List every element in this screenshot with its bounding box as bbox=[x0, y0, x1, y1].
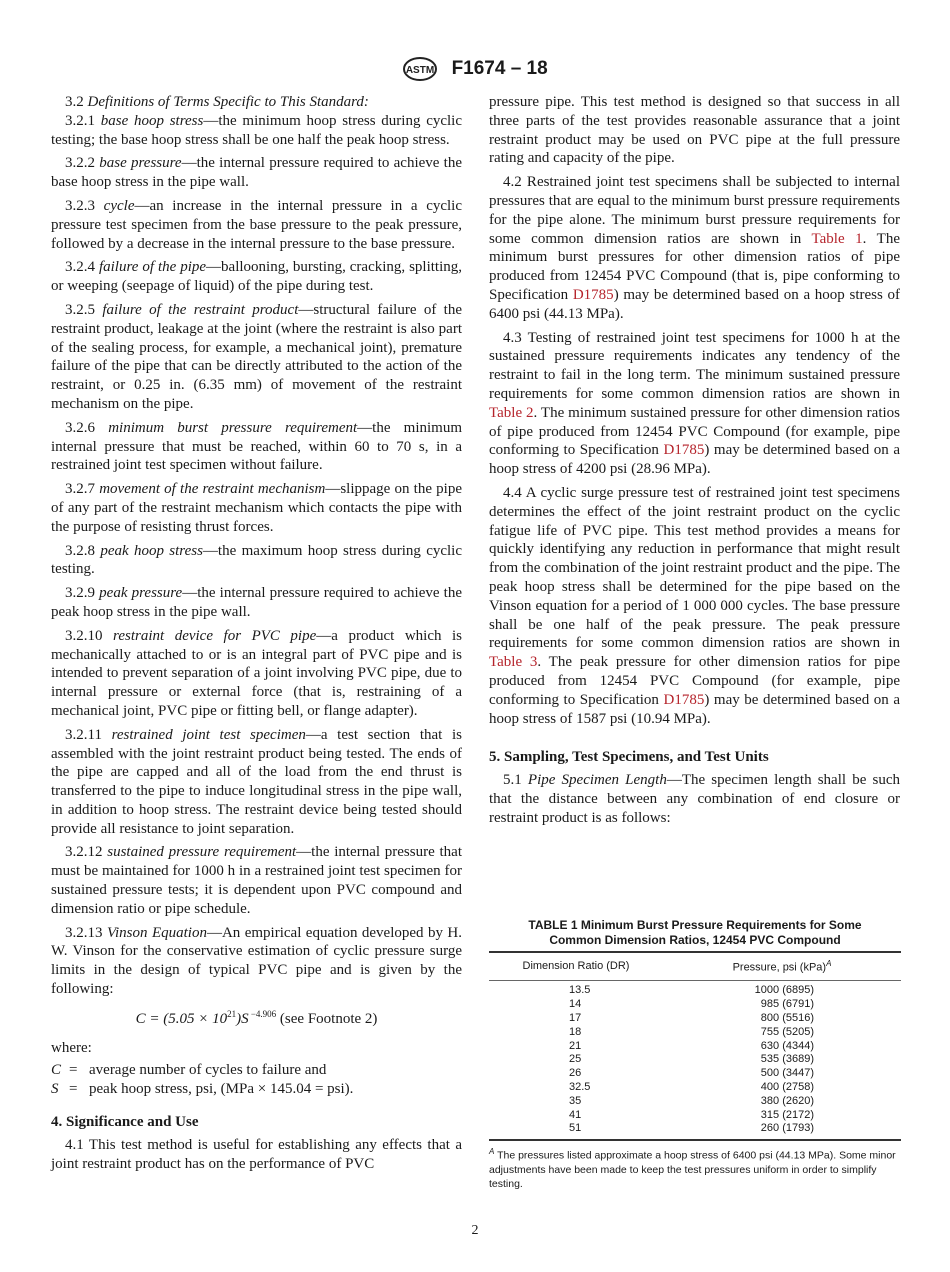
table-1 bbox=[489, 918, 901, 1191]
text-segment: —the internal pressure required to achieve the base hoop stress in the pipe wall. bbox=[51, 155, 463, 191]
text-segment: —a test section that is assembled with the joint restraint product being tested. The ends of the pipe are capped and all of the load from the end thrust is transferred to the pipe to induce longitudinal stress in the pipe wall, in addition to hoop stress. The restraint device being tested should provide all resistance to joint separation. bbox=[51, 726, 462, 837]
paragraph-3-2-5 bbox=[51, 301, 462, 414]
paragraph-5-1 bbox=[489, 771, 900, 827]
text-segment: ) may be determined based on a hoop stress of 4200 psi (28.96 MPa). bbox=[489, 442, 900, 478]
reference-link[interactable]: D1785 bbox=[663, 442, 705, 459]
paragraph-4-2 bbox=[489, 173, 900, 323]
dr-cell: 17 bbox=[569, 1012, 582, 1025]
text-segment: 3.2.12 bbox=[65, 844, 108, 861]
standard-designation: F1674 – 18 bbox=[451, 58, 548, 80]
text-segment: —The specimen length shall be such that the distance between any combination of end closure or restraint product is as follows: bbox=[489, 772, 900, 826]
dr-cell: 18 bbox=[569, 1025, 582, 1038]
defined-term: peak hoop stress bbox=[100, 542, 203, 559]
equation-exponent: −4.906 bbox=[248, 1008, 277, 1019]
text-segment: 4.1 This test method is useful for establishing any effects that a joint restraint product has on the performance of PVC bbox=[51, 1136, 462, 1172]
dr-cell: 41 bbox=[569, 1108, 582, 1121]
text-segment: . The minimum sustained pressure for other dimension ratios of pipe produced from 12454 PVC Compound (for example, pipe conforming to Specification bbox=[489, 404, 900, 459]
equation-mid: )S bbox=[236, 1010, 249, 1027]
equals: = bbox=[69, 1081, 78, 1098]
text-segment: 3.2.13 bbox=[65, 924, 107, 941]
dr-cell: 26 bbox=[569, 1067, 582, 1080]
section-5-heading: 5. Sampling, Test Specimens, and Test Units bbox=[489, 749, 769, 766]
table-title-line: TABLE 1 Minimum Burst Pressure Requirements for Some bbox=[528, 918, 862, 932]
dr-cell: 13.5 bbox=[569, 984, 591, 997]
symbol: C bbox=[51, 1062, 62, 1079]
footnote-ref: A bbox=[826, 959, 832, 968]
paragraph-3-2-9 bbox=[51, 584, 462, 622]
dr-cell: 51 bbox=[569, 1122, 582, 1135]
reference-link[interactable]: D1785 bbox=[572, 286, 614, 303]
definition-text: average number of cycles to failure and bbox=[89, 1062, 327, 1079]
definition-row bbox=[51, 1061, 462, 1080]
text-segment: 3.2.5 bbox=[65, 301, 103, 318]
defined-term: movement of the restraint mechanism bbox=[99, 481, 326, 498]
table-title bbox=[489, 918, 901, 948]
column-header-dr: Dimension Ratio (DR) bbox=[489, 952, 663, 981]
pressure-cell: 985 (6791) bbox=[760, 998, 814, 1011]
reference-link[interactable]: Table 1 bbox=[811, 230, 863, 247]
defined-term: Definitions of Terms Specific to This Standard: bbox=[87, 94, 369, 110]
text-segment: 4.3 Testing of restrained joint test specimens for 1000 h at the sustained pressure requirements indicates any tendency of the restraint to fail in the long term. The minimum sustained pressure requirements for some common dimension ratios are shown in bbox=[489, 329, 900, 402]
paragraph-3-2-7 bbox=[51, 480, 462, 536]
paragraph-3-2-1 bbox=[51, 112, 462, 150]
text-segment: 3.2.2 bbox=[65, 155, 100, 172]
section-4-heading: 4. Significance and Use bbox=[51, 1114, 199, 1131]
defined-term: restraint device for PVC pipe bbox=[113, 627, 317, 644]
dr-cell: 35 bbox=[569, 1094, 582, 1107]
table-row bbox=[489, 1109, 901, 1123]
dr-cell: 25 bbox=[569, 1053, 582, 1066]
text-segment: 5.1 bbox=[503, 772, 528, 789]
paragraph-3-2-6 bbox=[51, 419, 462, 475]
pressure-cell: 630 (4344) bbox=[760, 1039, 814, 1052]
text-segment: —ballooning, bursting, cracking, splitting, or weeping (seepage of liquid) of the pipe during test. bbox=[51, 259, 463, 295]
equation-definitions bbox=[51, 1061, 462, 1099]
defined-term: cycle bbox=[103, 197, 135, 214]
paragraph-3-2-10 bbox=[51, 627, 462, 721]
svg-text:ASTM: ASTM bbox=[406, 65, 435, 76]
text-segment: —an increase in the internal pressure in a cyclic pressure test specimen from the base pressure to the peak pressure, followed by a decrease in the internal pressure to the base pressure. bbox=[51, 197, 462, 252]
table-row bbox=[489, 998, 901, 1012]
text-segment: —structural failure of the restraint product, leakage at the joint (where the restraint is also part of the sealing process, for example, a mechanical joint), premature failure of the pipe that can be directly attributed to the action of the restraint, or 0.25 in. (6.35 mm) of movement of the restraint mechanism on the pipe. bbox=[51, 301, 463, 412]
paragraph-3-2-11 bbox=[51, 726, 462, 839]
page-header bbox=[0, 56, 950, 82]
table-row bbox=[489, 1040, 901, 1054]
defined-term: base pressure bbox=[99, 155, 182, 172]
pressure-cell: 260 (1793) bbox=[760, 1122, 814, 1135]
defined-term: base hoop stress bbox=[100, 112, 204, 129]
text-segment: . The minimum burst pressures for other dimension ratios of pipe produced from 12454 PVC Compound (that is, pipe conforming to Specification bbox=[489, 230, 900, 303]
paragraph-3-2 bbox=[51, 93, 462, 112]
where-label: where: bbox=[51, 1039, 92, 1056]
paragraph-4-3 bbox=[489, 329, 900, 479]
defined-term: failure of the restraint product bbox=[102, 301, 299, 318]
pressure-cell: 800 (5516) bbox=[760, 1012, 814, 1025]
text-segment: —slippage on the pipe of any part of the restraint mechanism which contacts the pipe with the purpose of resisting thrust forces. bbox=[51, 481, 463, 535]
vinson-equation bbox=[51, 1005, 462, 1029]
defined-term: failure of the pipe bbox=[98, 259, 207, 276]
paragraph-3-2-8 bbox=[51, 542, 462, 580]
defined-term: restrained joint test specimen bbox=[111, 726, 306, 743]
text-segment: 3.2.11 bbox=[65, 726, 112, 743]
text-segment: 3.2.10 bbox=[65, 627, 114, 644]
pressure-cell: 400 (2758) bbox=[760, 1081, 814, 1094]
paragraph-4-4 bbox=[489, 484, 900, 728]
text-segment: 4.2 Restrained joint test specimens shall be subjected to internal pressures that are equal to the minimum burst pressure requirements for the pipe alone. The minimum burst pressure requirements for some common dimension ratios are shown in bbox=[489, 174, 900, 247]
reference-link[interactable]: Table 3 bbox=[489, 654, 538, 671]
text-segment: —the minimum internal pressure that must be reached, within 60 to 70 s, in a restrained joint test specimen without failure. bbox=[51, 419, 462, 474]
defined-term: sustained pressure requirement bbox=[107, 844, 297, 861]
footnote-text: The pressures listed approximate a hoop stress of 6400 psi (44.13 MPa). Some minor adjustments have been made to keep the test pressures uniform in order to simplify testing. bbox=[489, 1149, 896, 1190]
paragraph-3-2-3 bbox=[51, 197, 462, 253]
dr-cell: 32.5 bbox=[569, 1081, 591, 1094]
text-segment: —the minimum hoop stress during cyclic testing; the base hoop stress shall be one half the peak hoop stress. bbox=[51, 112, 463, 148]
defined-term: minimum burst pressure requirement bbox=[108, 419, 358, 436]
defined-term: Pipe Specimen Length bbox=[527, 772, 667, 789]
table-row bbox=[489, 1026, 901, 1040]
paragraph-3-2-12 bbox=[51, 843, 462, 918]
table-row bbox=[489, 1053, 901, 1067]
paragraph-3-2-13 bbox=[51, 924, 462, 999]
text-segment: 3.2.3 bbox=[65, 197, 104, 214]
equation-lhs: C = (5.05 × 10 bbox=[135, 1010, 228, 1027]
paragraph-3-2-2 bbox=[51, 154, 462, 192]
text-segment: 3.2.8 bbox=[65, 542, 101, 559]
table-row bbox=[489, 1122, 901, 1140]
definition-text: peak hoop stress, psi, (MPa × 145.04 = psi). bbox=[89, 1081, 354, 1098]
equals: = bbox=[69, 1062, 78, 1079]
left-column bbox=[51, 93, 462, 1178]
column-header-pressure bbox=[663, 952, 901, 981]
paragraph-4-1-cont bbox=[489, 93, 900, 168]
text-segment: —the maximum hoop stress during cyclic testing. bbox=[51, 542, 462, 578]
page-number: 2 bbox=[471, 1223, 479, 1238]
table-row bbox=[489, 1095, 901, 1109]
text-segment: —the internal pressure that must be maintained for 1000 h in a restrained joint test specimen for sustained pressure tests; it is dependent upon PVC compound and dimension ratio or pipe schedule. bbox=[51, 844, 462, 917]
equation-exponent: 21 bbox=[227, 1008, 237, 1019]
reference-link[interactable]: Table 2 bbox=[489, 404, 534, 421]
table-row bbox=[489, 1012, 901, 1026]
text-segment: pressure pipe. This test method is designed so that success in all three parts of the test provides reasonable assurance that a joint restraint product may be used on PVC pipe at the full pressure rating and capacity of the pipe. bbox=[489, 94, 900, 167]
text-segment: 3.2.6 bbox=[65, 419, 109, 436]
dr-cell: 14 bbox=[569, 998, 582, 1011]
defined-term: Vinson Equation bbox=[106, 924, 207, 941]
text-segment: 3.2.1 bbox=[65, 112, 101, 129]
text-segment: —a product which is mechanically attached to or is an integral part of PVC pipe and is intended to prevent separation of a joint involving PVC pipe, due to internal pressure or external force (that is, restraining of a mechanical joint, PVC pipe or fitting bell, or flange adapter). bbox=[51, 627, 463, 719]
footnote-mark: A bbox=[489, 1147, 495, 1157]
paragraph-4-1 bbox=[51, 1136, 462, 1174]
text-segment: —An empirical equation developed by H. W. Vinson for the conservative estimation of cyclic pressure surge limits in the design of typical PVC pipe and is given by the following: bbox=[51, 924, 462, 998]
dr-cell: 21 bbox=[569, 1039, 582, 1052]
pressure-cell: 380 (2620) bbox=[760, 1094, 814, 1107]
text-segment: 3.2.4 bbox=[65, 259, 99, 276]
right-column bbox=[489, 93, 900, 832]
text-segment: ) may be determined based on a hoop stress of 1587 psi (10.94 MPa). bbox=[489, 691, 900, 727]
pressure-cell: 1000 (6895) bbox=[754, 984, 814, 997]
text-segment: ) may be determined based on a hoop stress of 6400 psi (44.13 MPa). bbox=[489, 286, 901, 322]
table-row bbox=[489, 1067, 901, 1081]
equation-note: (see Footnote 2) bbox=[276, 1010, 378, 1027]
defined-term: peak pressure bbox=[99, 585, 183, 602]
definition-row bbox=[51, 1080, 462, 1099]
text-segment: 3.2 bbox=[65, 94, 88, 110]
pressure-cell: 755 (5205) bbox=[760, 1025, 814, 1038]
text-segment: —the internal pressure required to achieve the peak hoop stress in the pipe wall. bbox=[51, 585, 462, 620]
pressure-cell: 315 (2172) bbox=[760, 1108, 814, 1121]
pressure-cell: 535 (3689) bbox=[760, 1053, 814, 1066]
text-segment: . The peak pressure for other dimension ratios for pipe produced from 12454 PVC Compound (for example, pipe conforming to Specification bbox=[489, 654, 900, 708]
pressure-cell: 500 (3447) bbox=[760, 1067, 814, 1080]
text-segment: 3.2.7 bbox=[65, 481, 100, 498]
symbol: S bbox=[51, 1081, 59, 1098]
reference-link[interactable]: D1785 bbox=[663, 691, 705, 708]
paragraph-3-2-4 bbox=[51, 258, 462, 296]
header-text: Pressure, psi (kPa) bbox=[732, 961, 827, 974]
table-row bbox=[489, 981, 901, 998]
table-title-line: Common Dimension Ratios, 12454 PVC Compound bbox=[549, 933, 841, 947]
text-segment: 3.2.9 bbox=[65, 585, 100, 602]
table-row bbox=[489, 1081, 901, 1095]
text-segment: 4.4 A cyclic surge pressure test of restrained joint test specimens determines the effect of the joint restraint product on the cyclic fatigue life of PVC pipe. This test method provides a means for quickly identifying any reduction in performance that might result from the combination of the joint restraint product and the pipe. The peak hoop stress shall be determined for the pipe based on the Vinson equation for a period of 1 000 000 cycles. The base pressure shall be one half of the peak pressure. The peak pressure requirements for some common dimension ratios are shown in bbox=[489, 484, 900, 652]
astm-logo-icon bbox=[402, 56, 438, 82]
table-footnote bbox=[489, 1145, 901, 1191]
